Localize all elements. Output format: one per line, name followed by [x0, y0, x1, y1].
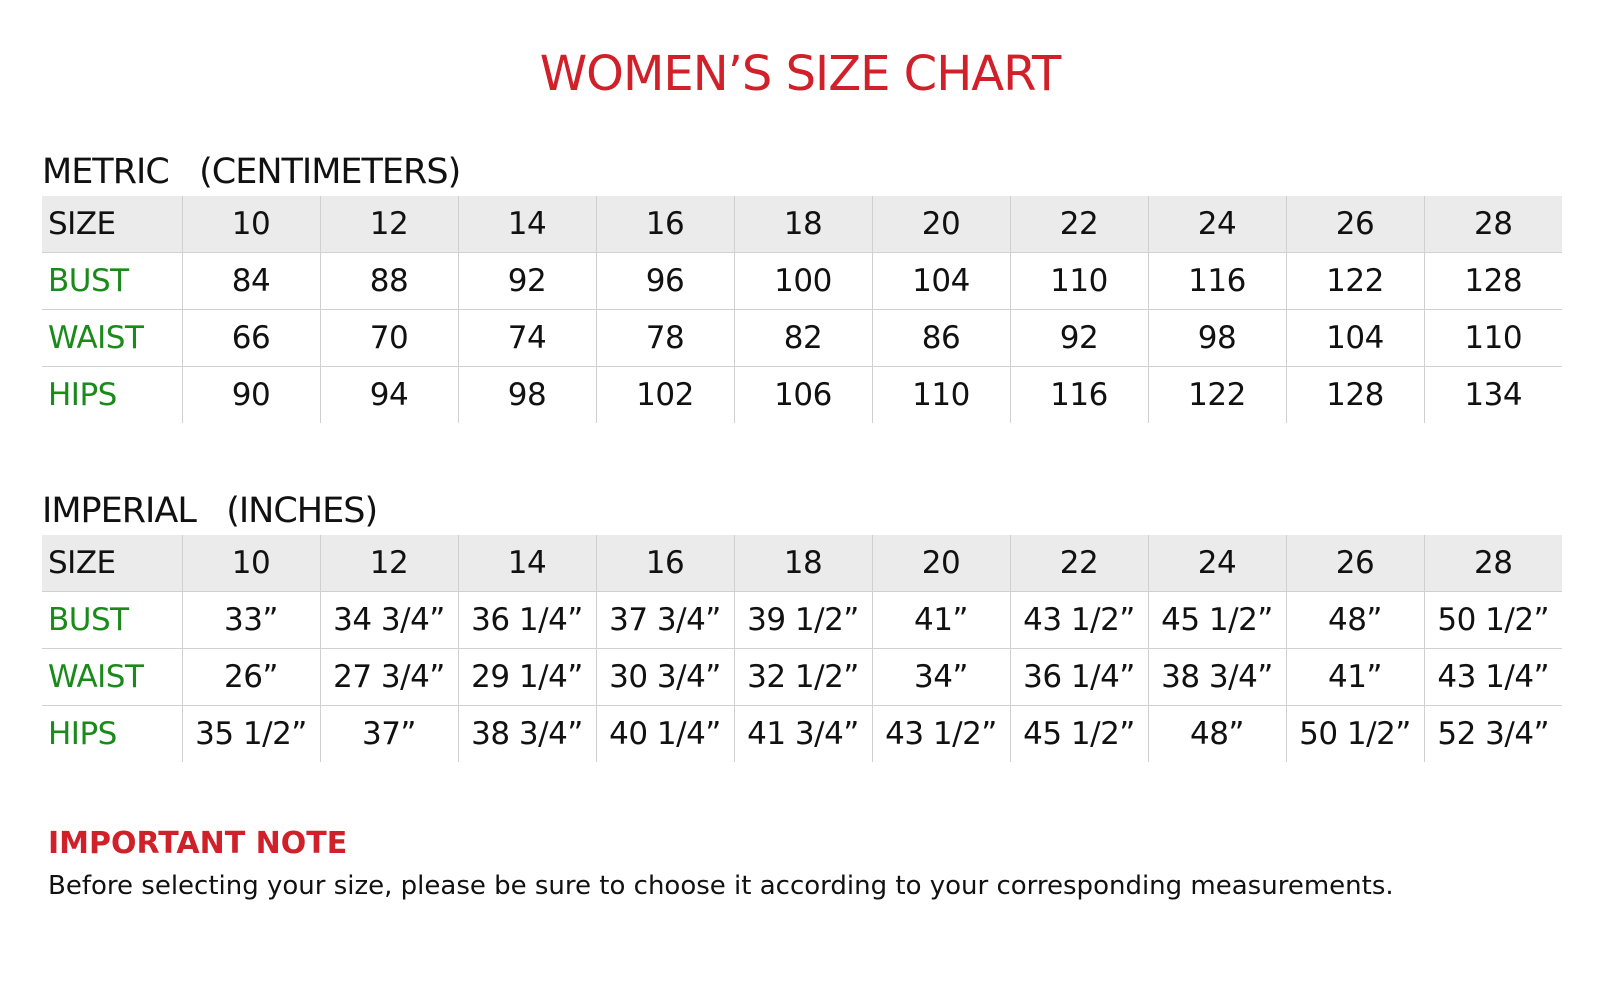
measurement-cell: 78: [596, 310, 734, 367]
measurement-cell: 82: [734, 310, 872, 367]
measurement-cell: 41 3/4”: [734, 706, 872, 763]
size-header-cell: 22: [1010, 196, 1148, 253]
measurement-cell: 92: [1010, 310, 1148, 367]
table-header-row: [42, 196, 1562, 253]
row-label: SIZE: [42, 535, 182, 592]
size-header-cell: 20: [872, 196, 1010, 253]
measurement-cell: 134: [1424, 367, 1562, 424]
measurement-cell: 116: [1010, 367, 1148, 424]
measurement-cell: 32 1/2”: [734, 649, 872, 706]
measurement-cell: 116: [1148, 253, 1286, 310]
measurement-cell: 26”: [182, 649, 320, 706]
measurement-cell: 34 3/4”: [320, 592, 458, 649]
measurement-cell: 43 1/2”: [872, 706, 1010, 763]
measurement-cell: 110: [1424, 310, 1562, 367]
metric-table: [42, 196, 1562, 423]
size-header-cell: 28: [1424, 535, 1562, 592]
size-header-cell: 26: [1286, 196, 1424, 253]
measurement-cell: 37 3/4”: [596, 592, 734, 649]
row-label: BUST: [42, 592, 182, 649]
size-header-cell: 18: [734, 535, 872, 592]
measurement-cell: 36 1/4”: [458, 592, 596, 649]
row-label: HIPS: [48, 377, 117, 413]
measurement-cell: 88: [320, 253, 458, 310]
measurement-cell: 110: [1010, 253, 1148, 310]
measurement-cell: 48”: [1286, 592, 1424, 649]
table-row: [42, 706, 1562, 763]
measurement-cell: 84: [182, 253, 320, 310]
size-header-cell: 14: [458, 196, 596, 253]
note-title: IMPORTANT NOTE: [48, 826, 348, 861]
row-label: WAIST: [42, 649, 182, 706]
measurement-cell: 43 1/4”: [1424, 649, 1562, 706]
page-title: WOMEN’S SIZE CHART: [539, 46, 1061, 102]
size-header-cell: 18: [734, 196, 872, 253]
size-header-cell: 12: [320, 196, 458, 253]
measurement-cell: 94: [320, 367, 458, 424]
imperial-section: [42, 487, 1562, 762]
measurement-cell: 36 1/4”: [1010, 649, 1148, 706]
size-header-cell: 22: [1010, 535, 1148, 592]
measurement-cell: 45 1/2”: [1010, 706, 1148, 763]
measurement-cell: 27 3/4”: [320, 649, 458, 706]
row-label: HIPS: [48, 716, 117, 752]
row-label: BUST: [42, 253, 182, 310]
metric-section: [42, 148, 1562, 423]
measurement-cell: 128: [1424, 253, 1562, 310]
size-header-cell: 10: [182, 535, 320, 592]
measurement-cell: 104: [1286, 310, 1424, 367]
measurement-cell: 86: [872, 310, 1010, 367]
note-text: Before selecting your size, please be sure to choose it according to your corresponding measurements.: [48, 871, 1394, 901]
measurement-cell: 106: [734, 367, 872, 424]
measurement-cell: 52 3/4”: [1424, 706, 1562, 763]
imperial-table: [42, 535, 1562, 762]
measurement-cell: 98: [458, 367, 596, 424]
measurement-cell: 30 3/4”: [596, 649, 734, 706]
measurement-cell: 92: [458, 253, 596, 310]
measurement-cell: 39 1/2”: [734, 592, 872, 649]
table-row: [42, 649, 1562, 706]
measurement-cell: 38 3/4”: [458, 706, 596, 763]
measurement-cell: 40 1/4”: [596, 706, 734, 763]
measurement-cell: 38 3/4”: [1148, 649, 1286, 706]
table-row: [42, 592, 1562, 649]
size-header-cell: 20: [872, 535, 1010, 592]
measurement-cell: 43 1/2”: [1010, 592, 1148, 649]
measurement-cell: 96: [596, 253, 734, 310]
size-header-cell: 26: [1286, 535, 1424, 592]
measurement-cell: 122: [1286, 253, 1424, 310]
measurement-cell: 66: [182, 310, 320, 367]
table-header-row: [42, 535, 1562, 592]
measurement-cell: 98: [1148, 310, 1286, 367]
size-header-cell: 24: [1148, 535, 1286, 592]
measurement-cell: 41”: [1286, 649, 1424, 706]
measurement-cell: 48”: [1148, 706, 1286, 763]
measurement-cell: 104: [872, 253, 1010, 310]
metric-heading: METRIC (CENTIMETERS): [42, 152, 461, 192]
measurement-cell: 29 1/4”: [458, 649, 596, 706]
table-row: [42, 367, 1562, 424]
size-header-cell: 10: [182, 196, 320, 253]
size-header-cell: 16: [596, 535, 734, 592]
size-header-cell: 16: [596, 196, 734, 253]
measurement-cell: 122: [1148, 367, 1286, 424]
measurement-cell: 90: [182, 367, 320, 424]
size-header-cell: 14: [458, 535, 596, 592]
row-label: WAIST: [42, 310, 182, 367]
measurement-cell: 41”: [872, 592, 1010, 649]
measurement-cell: 33”: [182, 592, 320, 649]
table-row: [42, 253, 1562, 310]
measurement-cell: 102: [596, 367, 734, 424]
imperial-heading: IMPERIAL (INCHES): [42, 491, 378, 531]
size-header-cell: 24: [1148, 196, 1286, 253]
measurement-cell: 35 1/2”: [182, 706, 320, 763]
measurement-cell: 110: [872, 367, 1010, 424]
table-row: [42, 310, 1562, 367]
measurement-cell: 128: [1286, 367, 1424, 424]
measurement-cell: 100: [734, 253, 872, 310]
measurement-cell: 50 1/2”: [1424, 592, 1562, 649]
measurement-cell: 45 1/2”: [1148, 592, 1286, 649]
measurement-cell: 34”: [872, 649, 1010, 706]
row-label: SIZE: [42, 196, 182, 253]
measurement-cell: 50 1/2”: [1286, 706, 1424, 763]
size-header-cell: 12: [320, 535, 458, 592]
important-note: [48, 826, 1548, 901]
measurement-cell: 70: [320, 310, 458, 367]
measurement-cell: 74: [458, 310, 596, 367]
size-header-cell: 28: [1424, 196, 1562, 253]
measurement-cell: 37”: [320, 706, 458, 763]
